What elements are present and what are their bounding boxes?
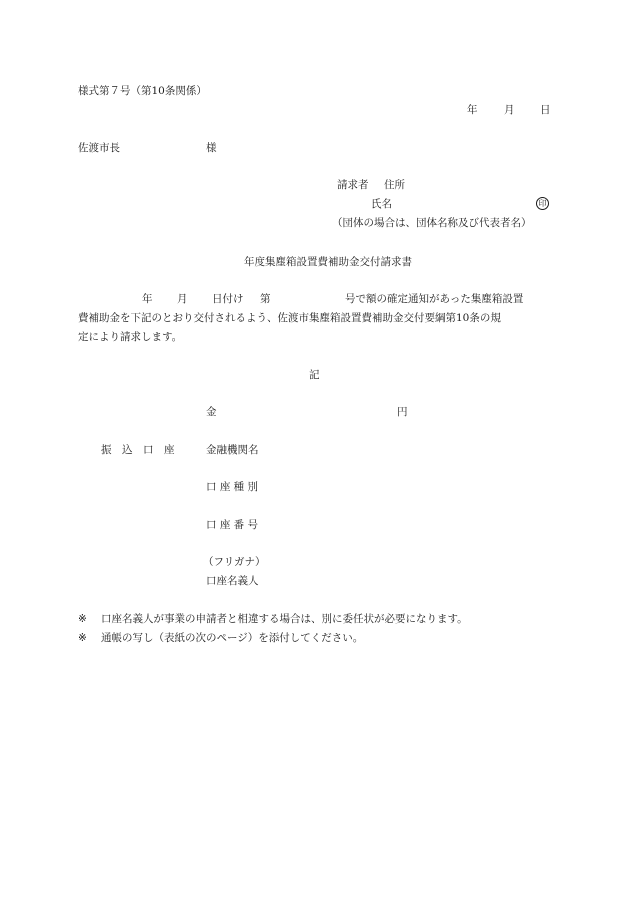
note-mark: ※ xyxy=(78,613,87,625)
bank-institution-label: 金融機関名 xyxy=(206,444,259,456)
body-number-prefix: 第 xyxy=(260,293,271,305)
amount-unit: 円 xyxy=(397,406,408,418)
date-year: 年 xyxy=(467,104,478,116)
requester-note: （団体の場合は、団体名称及び代表者名） xyxy=(332,217,532,229)
note-mark: ※ xyxy=(78,632,87,644)
body-year: 年 xyxy=(142,293,153,305)
requester-label: 請求者 xyxy=(337,179,369,191)
seal-mark: 印 xyxy=(536,197,549,210)
body-line2: 費補助金を下記のとおり交付されるよう、佐渡市集塵箱設置費補助金交付要綱第10条の規 xyxy=(78,312,501,324)
amount-label: 金 xyxy=(206,406,217,418)
account-type-label: 口 座 種 別 xyxy=(206,481,259,493)
bank-section-label: 振 込 口 座 xyxy=(101,444,175,456)
account-number-label: 口 座 番 号 xyxy=(206,519,259,531)
body-dated: 日付け xyxy=(212,293,244,305)
form-number: 様式第７号（第10条関係） xyxy=(78,85,207,97)
date-month: 月 xyxy=(504,104,515,116)
furigana-label: （フリガナ） xyxy=(203,556,266,568)
document-title: 年度集塵箱設置費補助金交付請求書 xyxy=(244,256,412,268)
requester-name-label: 氏名 xyxy=(371,198,392,210)
requester-address-label: 住所 xyxy=(384,179,405,191)
note-text: 口座名義人が事業の申請者と相違する場合は、別に委任状が必要になります。 xyxy=(101,613,468,625)
addressee-name: 佐渡市長 xyxy=(78,142,120,154)
addressee-honorific: 様 xyxy=(206,142,217,154)
body-line3: 定により請求します。 xyxy=(78,331,183,343)
date-day: 日 xyxy=(540,104,551,116)
note-text: 通帳の写し（表紙の次のページ）を添付してください。 xyxy=(101,632,364,644)
body-line1-rest: 号で額の確定通知があった集塵箱設置 xyxy=(345,293,524,305)
body-month: 月 xyxy=(177,293,188,305)
account-holder-label: 口座名義人 xyxy=(206,575,259,587)
ki-label: 記 xyxy=(309,369,320,381)
